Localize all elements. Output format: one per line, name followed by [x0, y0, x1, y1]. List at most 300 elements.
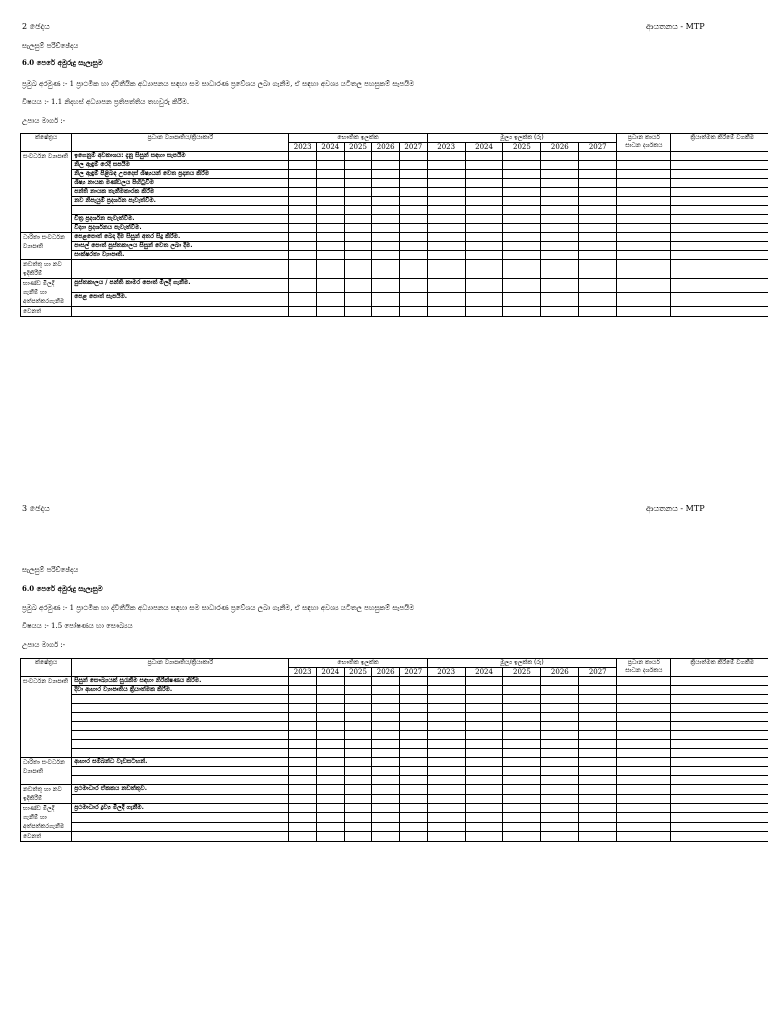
target-cell [344, 822, 372, 831]
year-header: 2026 [541, 668, 579, 677]
target-cell [465, 224, 503, 233]
target-cell [671, 279, 768, 293]
target-cell [344, 832, 372, 842]
target-cell [344, 307, 372, 317]
target-cell [465, 307, 503, 317]
target-cell [503, 758, 541, 767]
year-header: 2025 [344, 668, 372, 677]
target-cell [465, 242, 503, 251]
target-cell [399, 740, 427, 749]
target-cell [671, 695, 768, 704]
target-cell [289, 179, 317, 188]
year-header: 2026 [372, 143, 400, 152]
activity-cell [72, 767, 289, 776]
header-category: ක්ෂේත්‍රය [21, 659, 72, 677]
target-cell [317, 170, 345, 179]
target-cell [372, 170, 400, 179]
target-cell [427, 307, 465, 317]
activity-cell [72, 749, 289, 758]
activity-cell [72, 776, 289, 785]
target-cell [427, 677, 465, 686]
target-cell [427, 785, 465, 795]
target-cell [671, 776, 768, 785]
table-row [21, 293, 768, 307]
target-cell [427, 233, 465, 242]
target-cell [579, 794, 617, 804]
target-cell [399, 293, 427, 307]
target-cell [617, 758, 671, 767]
header-responsibility: ක්‍රියාත්මක කිරීමේ වගකීම [671, 659, 768, 677]
target-cell [617, 804, 671, 813]
target-cell [503, 686, 541, 695]
header-physical-targets: භෞතික ඉලක්ක [289, 659, 427, 668]
target-cell [372, 776, 400, 785]
target-cell [503, 794, 541, 804]
target-cell [465, 749, 503, 758]
target-cell [465, 251, 503, 260]
target-cell [427, 152, 465, 161]
target-cell [579, 758, 617, 767]
target-cell [344, 206, 372, 215]
target-cell [541, 197, 579, 206]
target-cell [465, 197, 503, 206]
target-cell [289, 686, 317, 695]
target-cell [399, 722, 427, 731]
target-cell [671, 686, 768, 695]
target-cell [344, 215, 372, 224]
target-cell [617, 686, 671, 695]
objective-line [22, 604, 414, 613]
target-cell [372, 677, 400, 686]
table-row [21, 713, 768, 722]
table-row [21, 758, 768, 767]
table-row [21, 260, 768, 279]
header-activity: ප්‍රධාන ව්‍යාපෘතිය/ක්‍රියාකාරී [72, 134, 289, 152]
table-row [21, 731, 768, 740]
plan-title: 6.0 පෙරේ අමුරුදු සැලැසුම [22, 584, 103, 593]
target-cell [579, 197, 617, 206]
target-cell [503, 293, 541, 307]
target-cell [617, 749, 671, 758]
target-cell [289, 206, 317, 215]
target-cell [541, 206, 579, 215]
target-cell [289, 822, 317, 831]
target-cell [344, 677, 372, 686]
target-cell [289, 233, 317, 242]
activity-cell: නිල ඇඳුම් පිළිබඳ උපදෙස් ශිෂ්‍යයන් වෙත ප්‍රදානය කිරීම [72, 170, 289, 179]
target-cell [617, 260, 671, 279]
table-row [21, 813, 768, 822]
target-cell [289, 794, 317, 804]
target-cell [399, 686, 427, 695]
target-cell [579, 731, 617, 740]
target-cell [344, 731, 372, 740]
target-cell [579, 206, 617, 215]
target-cell [317, 242, 345, 251]
page-number: 3 ඡෙදය [22, 504, 50, 513]
category-cell: නඩත්තු හා නව ඉදිකිරීම් [21, 260, 72, 279]
target-cell [579, 152, 617, 161]
target-cell [579, 822, 617, 831]
target-cell [317, 307, 345, 317]
year-header: 2023 [427, 143, 465, 152]
target-cell [399, 767, 427, 776]
target-cell [671, 822, 768, 831]
target-cell [317, 785, 345, 795]
table-row [21, 242, 768, 251]
target-cell [289, 307, 317, 317]
target-cell [317, 197, 345, 206]
target-cell [399, 215, 427, 224]
target-cell [465, 822, 503, 831]
target-cell [617, 224, 671, 233]
target-cell [503, 233, 541, 242]
target-cell [344, 813, 372, 822]
target-cell [344, 279, 372, 293]
category-cell: සංවර්ධන ව්‍යාපෘති [21, 677, 72, 758]
target-cell [671, 152, 768, 161]
institution-code: ආයතනය - MTP [646, 504, 705, 513]
target-cell [617, 832, 671, 842]
target-cell [344, 785, 372, 795]
table-row [21, 749, 768, 758]
header-responsibility: ක්‍රියාත්මක කිරීමේ වගකීම [671, 134, 768, 152]
target-cell [317, 704, 345, 713]
target-cell [289, 776, 317, 785]
target-cell [541, 233, 579, 242]
target-cell [289, 740, 317, 749]
target-cell [503, 206, 541, 215]
year-header: 2023 [427, 668, 465, 677]
target-cell [344, 293, 372, 307]
activity-cell [72, 260, 289, 279]
activity-cell [72, 832, 289, 842]
target-cell [427, 242, 465, 251]
target-cell [289, 813, 317, 822]
activity-cell [72, 307, 289, 317]
target-cell [344, 152, 372, 161]
target-cell [317, 279, 345, 293]
target-cell [465, 767, 503, 776]
target-cell [541, 704, 579, 713]
target-cell [671, 215, 768, 224]
target-cell [289, 804, 317, 813]
target-cell [317, 179, 345, 188]
target-cell [289, 832, 317, 842]
target-cell [617, 152, 671, 161]
target-line [22, 622, 133, 631]
category-cell: වෙනත් [21, 832, 72, 842]
target-cell [541, 152, 579, 161]
target-cell [317, 767, 345, 776]
year-header: 2023 [289, 668, 317, 677]
table-row [21, 776, 768, 785]
header-financial-targets: මූල්‍ය ඉලක්ක (රු) [427, 134, 616, 143]
target-cell [541, 677, 579, 686]
table-row [21, 233, 768, 242]
target-cell [503, 695, 541, 704]
target-cell [399, 179, 427, 188]
table-row [21, 677, 768, 686]
target-cell [427, 279, 465, 293]
target-cell [671, 170, 768, 179]
target-cell [671, 749, 768, 758]
year-header: 2027 [579, 143, 617, 152]
target-cell [541, 731, 579, 740]
target-cell [465, 832, 503, 842]
target-cell [465, 813, 503, 822]
activity-cell: ශිෂ්‍ය නායක මණ්ඩලය පිහිටුවීම [72, 179, 289, 188]
activity-cell [72, 740, 289, 749]
target-cell [579, 713, 617, 722]
target-cell [427, 293, 465, 307]
target-cell [541, 813, 579, 822]
target-cell [372, 206, 400, 215]
target-cell [465, 215, 503, 224]
target-cell [465, 293, 503, 307]
target-cell [465, 677, 503, 686]
table-row [21, 251, 768, 260]
target-cell [541, 722, 579, 731]
table-row [21, 832, 768, 842]
objective-label: ප්‍රමුඛ අරමුණ :- [22, 80, 68, 88]
activity-cell: ඉගෙනුම් අවකාශය: දැනු සිසුන් සඳහා සැපයීම [72, 152, 289, 161]
target-cell [399, 731, 427, 740]
target-cell [503, 832, 541, 842]
header-row [21, 134, 768, 143]
target-cell [372, 804, 400, 813]
target-cell [372, 251, 400, 260]
target-cell [317, 233, 345, 242]
target-cell [344, 704, 372, 713]
target-cell [372, 279, 400, 293]
target-cell [617, 188, 671, 197]
target-cell [503, 713, 541, 722]
target-line [22, 98, 189, 107]
target-cell [372, 224, 400, 233]
target-cell [671, 161, 768, 170]
target-cell [372, 215, 400, 224]
table-row [21, 794, 768, 804]
target-cell [372, 713, 400, 722]
target-cell [399, 251, 427, 260]
target-cell [344, 804, 372, 813]
target-cell [503, 677, 541, 686]
target-cell [671, 767, 768, 776]
table-row [21, 161, 768, 170]
target-cell [465, 713, 503, 722]
target-cell [503, 179, 541, 188]
target-cell [289, 704, 317, 713]
target-cell [671, 722, 768, 731]
target-cell [503, 740, 541, 749]
target-cell [503, 242, 541, 251]
year-header: 2026 [372, 668, 400, 677]
target-cell [617, 279, 671, 293]
target-cell [372, 152, 400, 161]
target-cell [344, 695, 372, 704]
target-cell [427, 758, 465, 767]
target-cell [427, 695, 465, 704]
target-cell [399, 794, 427, 804]
header-financial-targets: මූල්‍ය ඉලක්ක (රු) [427, 659, 616, 668]
target-cell [541, 215, 579, 224]
table-row [21, 785, 768, 795]
target-cell [465, 686, 503, 695]
target-cell [465, 695, 503, 704]
target-cell [579, 179, 617, 188]
category-cell: භාණ්ඩ මිලදී ගැනීම් හා අත්පත්කරගැනීම [21, 804, 72, 832]
target-cell [671, 206, 768, 215]
target-cell [465, 804, 503, 813]
activity-cell [72, 695, 289, 704]
target-cell [465, 722, 503, 731]
table-row [21, 804, 768, 813]
target-cell [541, 307, 579, 317]
target-cell [617, 794, 671, 804]
year-header: 2027 [399, 668, 427, 677]
target-cell [465, 260, 503, 279]
activity-cell: ප්‍රථමාධාර ද්‍රව්‍ය මිලදී ගැනීම. [72, 804, 289, 813]
target-cell [344, 179, 372, 188]
target-cell [399, 776, 427, 785]
target-cell [427, 197, 465, 206]
target-cell [503, 767, 541, 776]
target-cell [671, 785, 768, 795]
target-cell [399, 279, 427, 293]
target-cell [372, 188, 400, 197]
target-cell [465, 279, 503, 293]
year-header: 2025 [344, 143, 372, 152]
target-cell [372, 233, 400, 242]
category-cell: භාණ්ඩ මිලදී ගැනීම් හා අත්පත්කරගැනීම [21, 279, 72, 307]
target-cell [399, 188, 427, 197]
target-cell [399, 152, 427, 161]
target-cell [289, 749, 317, 758]
table-row [21, 206, 768, 215]
target-cell [503, 224, 541, 233]
target-cell [503, 260, 541, 279]
activity-cell [72, 813, 289, 822]
target-cell [541, 822, 579, 831]
target-cell [344, 740, 372, 749]
target-cell [289, 260, 317, 279]
target-cell [671, 307, 768, 317]
activity-cell: පන්ති නායක තැනීමකාරක කිරීම [72, 188, 289, 197]
target-cell [503, 813, 541, 822]
target-cell [503, 152, 541, 161]
year-header: 2024 [317, 143, 345, 152]
target-cell [372, 307, 400, 317]
target-cell [427, 161, 465, 170]
target-cell [317, 804, 345, 813]
target-cell [289, 279, 317, 293]
target-cell [579, 293, 617, 307]
target-text: 1.5 පෝෂණය හා සෞඛ්‍යය [51, 622, 133, 630]
table-row [21, 822, 768, 831]
target-cell [344, 794, 372, 804]
target-cell [289, 677, 317, 686]
target-cell [541, 170, 579, 179]
target-cell [317, 832, 345, 842]
target-cell [671, 293, 768, 307]
target-cell [427, 822, 465, 831]
target-cell [465, 170, 503, 179]
target-cell [344, 776, 372, 785]
table-row [21, 279, 768, 293]
target-cell [671, 179, 768, 188]
section-label: සැලසුම් පරිච්ඡේදය [22, 42, 79, 50]
target-cell [671, 260, 768, 279]
category-cell: වෙනත් [21, 307, 72, 317]
table-row [21, 767, 768, 776]
target-cell [317, 152, 345, 161]
target-cell [541, 776, 579, 785]
table-row [21, 740, 768, 749]
activity-cell: පෙළ පොත් සැපයීම. [72, 293, 289, 307]
target-cell [317, 188, 345, 197]
section-label: සැලසුම් පරිච්ඡේදය [22, 566, 79, 574]
year-header: 2024 [317, 668, 345, 677]
target-cell [503, 776, 541, 785]
target-cell [399, 785, 427, 795]
target-cell [541, 260, 579, 279]
target-cell [289, 767, 317, 776]
table-row [21, 215, 768, 224]
target-cell [399, 695, 427, 704]
target-cell [465, 704, 503, 713]
year-header: 2025 [503, 143, 541, 152]
activity-cell: ආහාර සම්බන්ධ වැඩසටහන්. [72, 758, 289, 767]
target-cell [671, 740, 768, 749]
target-cell [427, 206, 465, 215]
activity-cell: ප්‍රථමාධාර ඒකකය නඩත්තුව. [72, 785, 289, 795]
activity-cell [72, 731, 289, 740]
target-cell [503, 279, 541, 293]
header-row [21, 659, 768, 668]
target-cell [344, 722, 372, 731]
target-cell [317, 293, 345, 307]
table-row [21, 695, 768, 704]
target-cell [399, 242, 427, 251]
target-cell [372, 695, 400, 704]
target-cell [579, 170, 617, 179]
target-cell [289, 242, 317, 251]
activity-cell [72, 722, 289, 731]
target-cell [617, 713, 671, 722]
target-cell [372, 704, 400, 713]
table-row [21, 170, 768, 179]
target-cell [617, 242, 671, 251]
target-cell [503, 188, 541, 197]
target-cell [579, 704, 617, 713]
target-cell [317, 260, 345, 279]
target-cell [317, 206, 345, 215]
target-cell [427, 804, 465, 813]
target-cell [465, 731, 503, 740]
target-cell [671, 233, 768, 242]
target-cell [465, 776, 503, 785]
target-cell [503, 215, 541, 224]
target-cell [427, 832, 465, 842]
target-cell [579, 188, 617, 197]
objective-text: 1 ප්‍රාථමික හා ද්විතීයික අධ්‍යාපනය සඳහා සම සාධාරණ ප්‍රවේශය ලබා ගැනීම, ඒ සඳහා අවශ්‍ය යටිතල පහසුකම් සැපයීම [69, 604, 415, 612]
activity-cell: නව නිපැයුම් ප්‍රදර්ශන පැවැත්වීම. [72, 197, 289, 206]
activity-cell: දිවා ආහාර ව්‍යාපෘතිය ක්‍රියාත්මක කිරීම. [72, 686, 289, 695]
target-cell [579, 161, 617, 170]
year-header: 2027 [579, 668, 617, 677]
category-cell: ධාරිතා සංවර්ධන ව්‍යාපෘති [21, 758, 72, 785]
